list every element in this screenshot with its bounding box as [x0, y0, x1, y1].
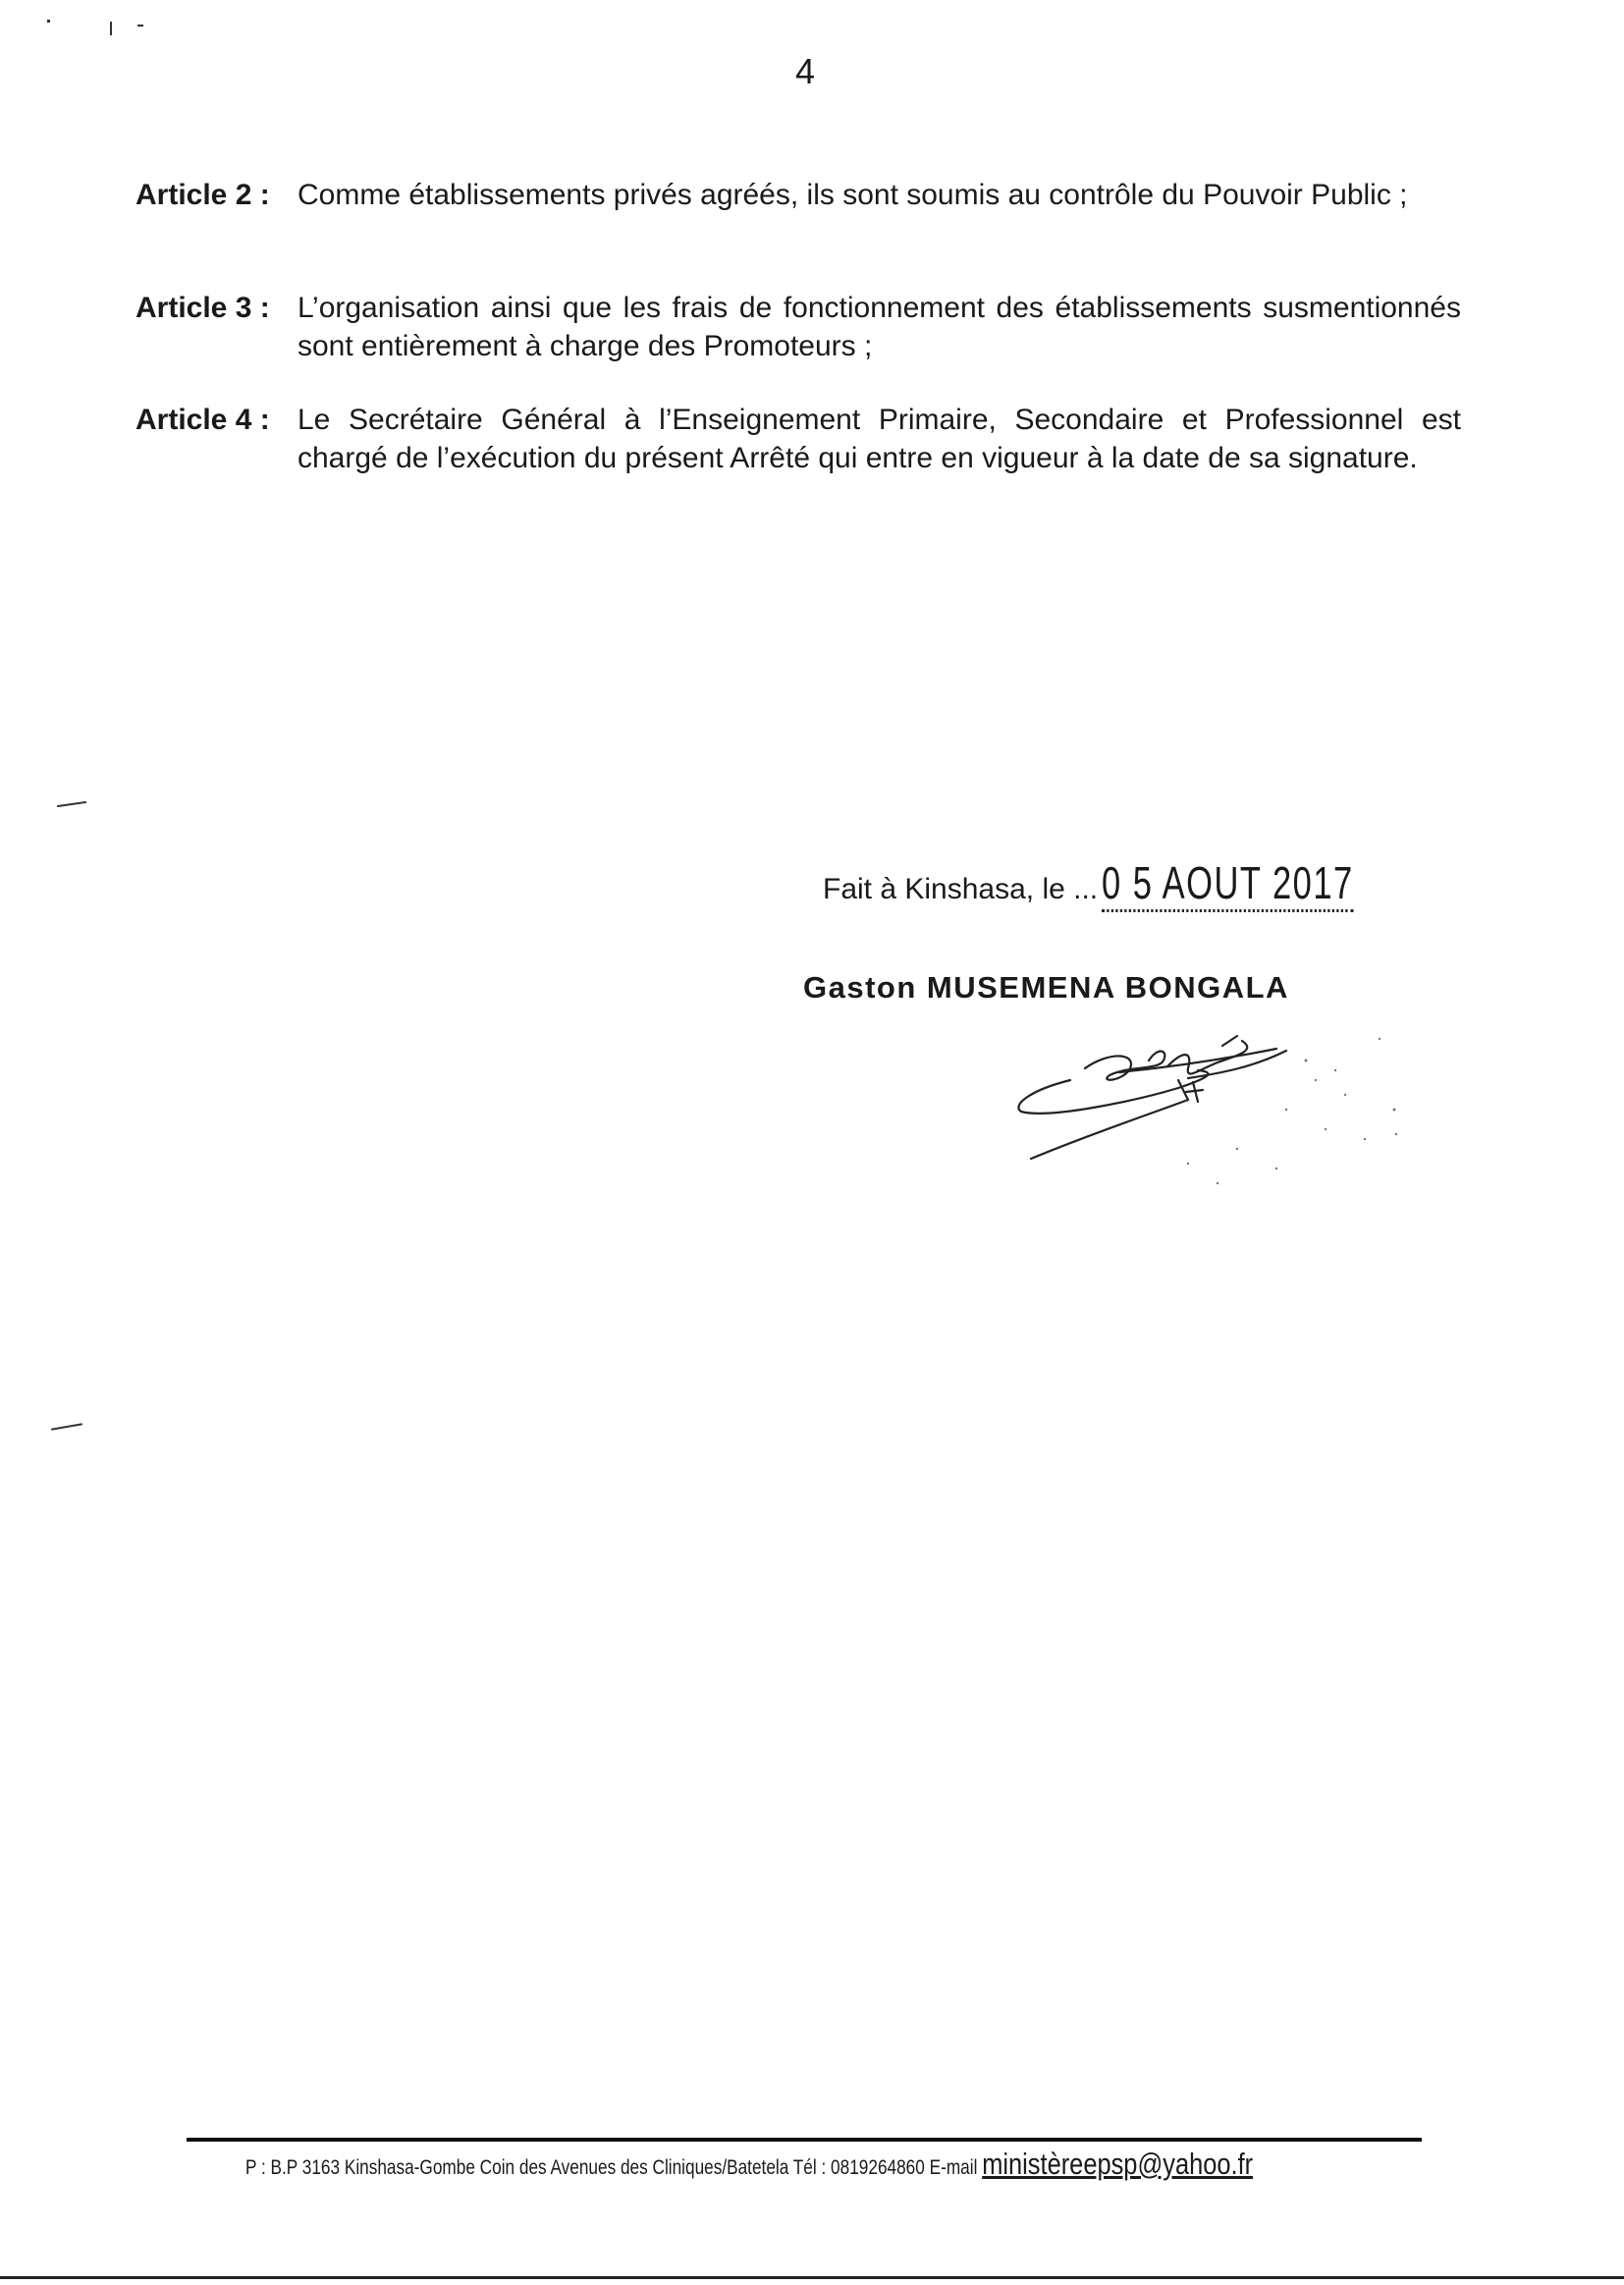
footer-email: ministèreepsp@yahoo.fr: [982, 2147, 1254, 2181]
footer-contact: [245, 2147, 1253, 2182]
scan-speck: [47, 20, 50, 23]
article-text: L’organisation ainsi que les frais de fonctionnement des établissements susmentionnés sont entièrement à charge des Promoteurs ;: [298, 292, 1461, 362]
signatory-name: Gaston MUSEMENA BONGALA: [803, 970, 1289, 1005]
article-text: Le Secrétaire Général à l’Enseignement Primaire, Secondaire et Professionnel est chargé de l’exécution du présent Arrêté qui entre en vigueur à la date de sa signature.: [298, 404, 1461, 474]
page-bottom-edge: [0, 2276, 1624, 2279]
place-prefix: Fait à Kinshasa, le ...: [823, 873, 1099, 905]
place-and-date: [823, 856, 1437, 912]
scan-speck: [57, 801, 86, 807]
article-4: [135, 401, 1490, 518]
scan-speck: [110, 22, 112, 35]
handwritten-date: 0 5 AOUT 2017: [1102, 856, 1354, 912]
footer-rule: [187, 2138, 1422, 2142]
scan-speck: [137, 25, 143, 27]
article-label: Article 4 :: [135, 404, 270, 436]
article-text: Comme établissements privés agréés, ils sont soumis au contrôle du Pouvoir Public ;: [298, 179, 1408, 211]
page-number: 4: [795, 51, 816, 91]
article-label: Article 2 :: [135, 179, 270, 211]
signature-image: [992, 1021, 1424, 1218]
scan-speck: [51, 1423, 82, 1431]
article-label: Article 3 :: [135, 292, 270, 324]
article-2: [135, 176, 1490, 254]
article-3: [135, 289, 1490, 367]
footer-address: P : B.P 3163 Kinshasa-Gombe Coin des Avenues des Cliniques/Batetela Tél : 0819264860 E-mail: [245, 2156, 983, 2179]
